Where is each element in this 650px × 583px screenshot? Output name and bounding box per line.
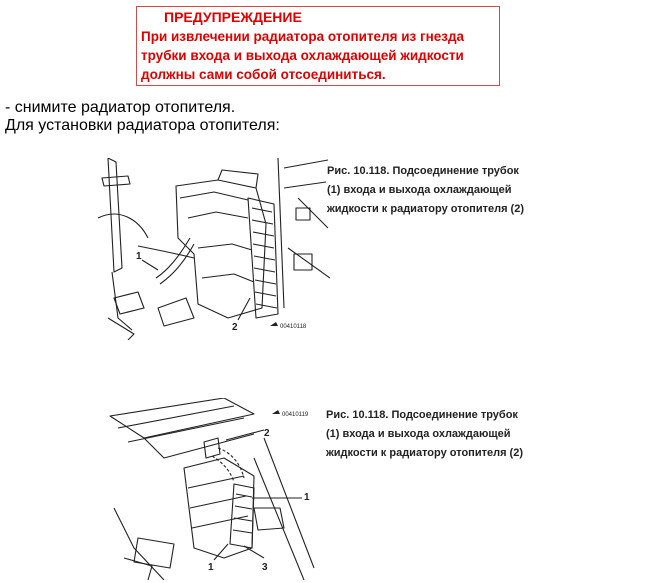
heater-radiator-drawing-2 bbox=[104, 398, 320, 580]
camera-icon bbox=[270, 322, 278, 326]
warning-title: ПРЕДУПРЕЖДЕНИЕ bbox=[164, 9, 302, 25]
caption-line: (1) входа и выхода охлаждающей bbox=[327, 184, 512, 196]
remove-step-text: - снимите радиатор отопителя. bbox=[5, 99, 236, 116]
figure1-callout-1: 1 bbox=[136, 251, 142, 262]
figure2-callout-2: 2 bbox=[264, 428, 270, 439]
caption-line: жидкости к радиатору отопителя (2) bbox=[326, 447, 523, 459]
figure2-callout-1a: 1 bbox=[304, 492, 310, 503]
figure-1-caption bbox=[327, 162, 524, 219]
warning-text bbox=[141, 27, 499, 84]
warning-box bbox=[136, 6, 500, 86]
heater-radiator-drawing-1 bbox=[98, 158, 330, 340]
figure2-code: 00410119 bbox=[282, 412, 309, 418]
figure2-callout-1b: 1 bbox=[208, 562, 214, 573]
figure-1-illustration bbox=[98, 158, 330, 340]
figure1-callout-2: 2 bbox=[232, 322, 238, 333]
camera-icon bbox=[272, 410, 280, 414]
figure1-code: 00410118 bbox=[280, 324, 307, 330]
figure-2-caption bbox=[326, 406, 523, 463]
figure2-callout-3: 3 bbox=[262, 562, 268, 573]
warning-line: должны сами собой отсоединиться. bbox=[141, 67, 386, 82]
install-heading: Для установки радиатора отопителя: bbox=[5, 117, 280, 134]
figure-2-illustration bbox=[104, 398, 320, 580]
caption-line: Рис. 10.118. Подсоединение трубок bbox=[327, 165, 519, 177]
caption-line: жидкости к радиатору отопителя (2) bbox=[327, 203, 524, 215]
warning-line: При извлечении радиатора отопителя из гнезда bbox=[141, 29, 465, 44]
warning-line: трубки входа и выхода охлаждающей жидкости bbox=[141, 48, 464, 63]
caption-line: Рис. 10.118. Подсоединение трубок bbox=[326, 409, 518, 421]
caption-line: (1) входа и выхода охлаждающей bbox=[326, 428, 511, 440]
